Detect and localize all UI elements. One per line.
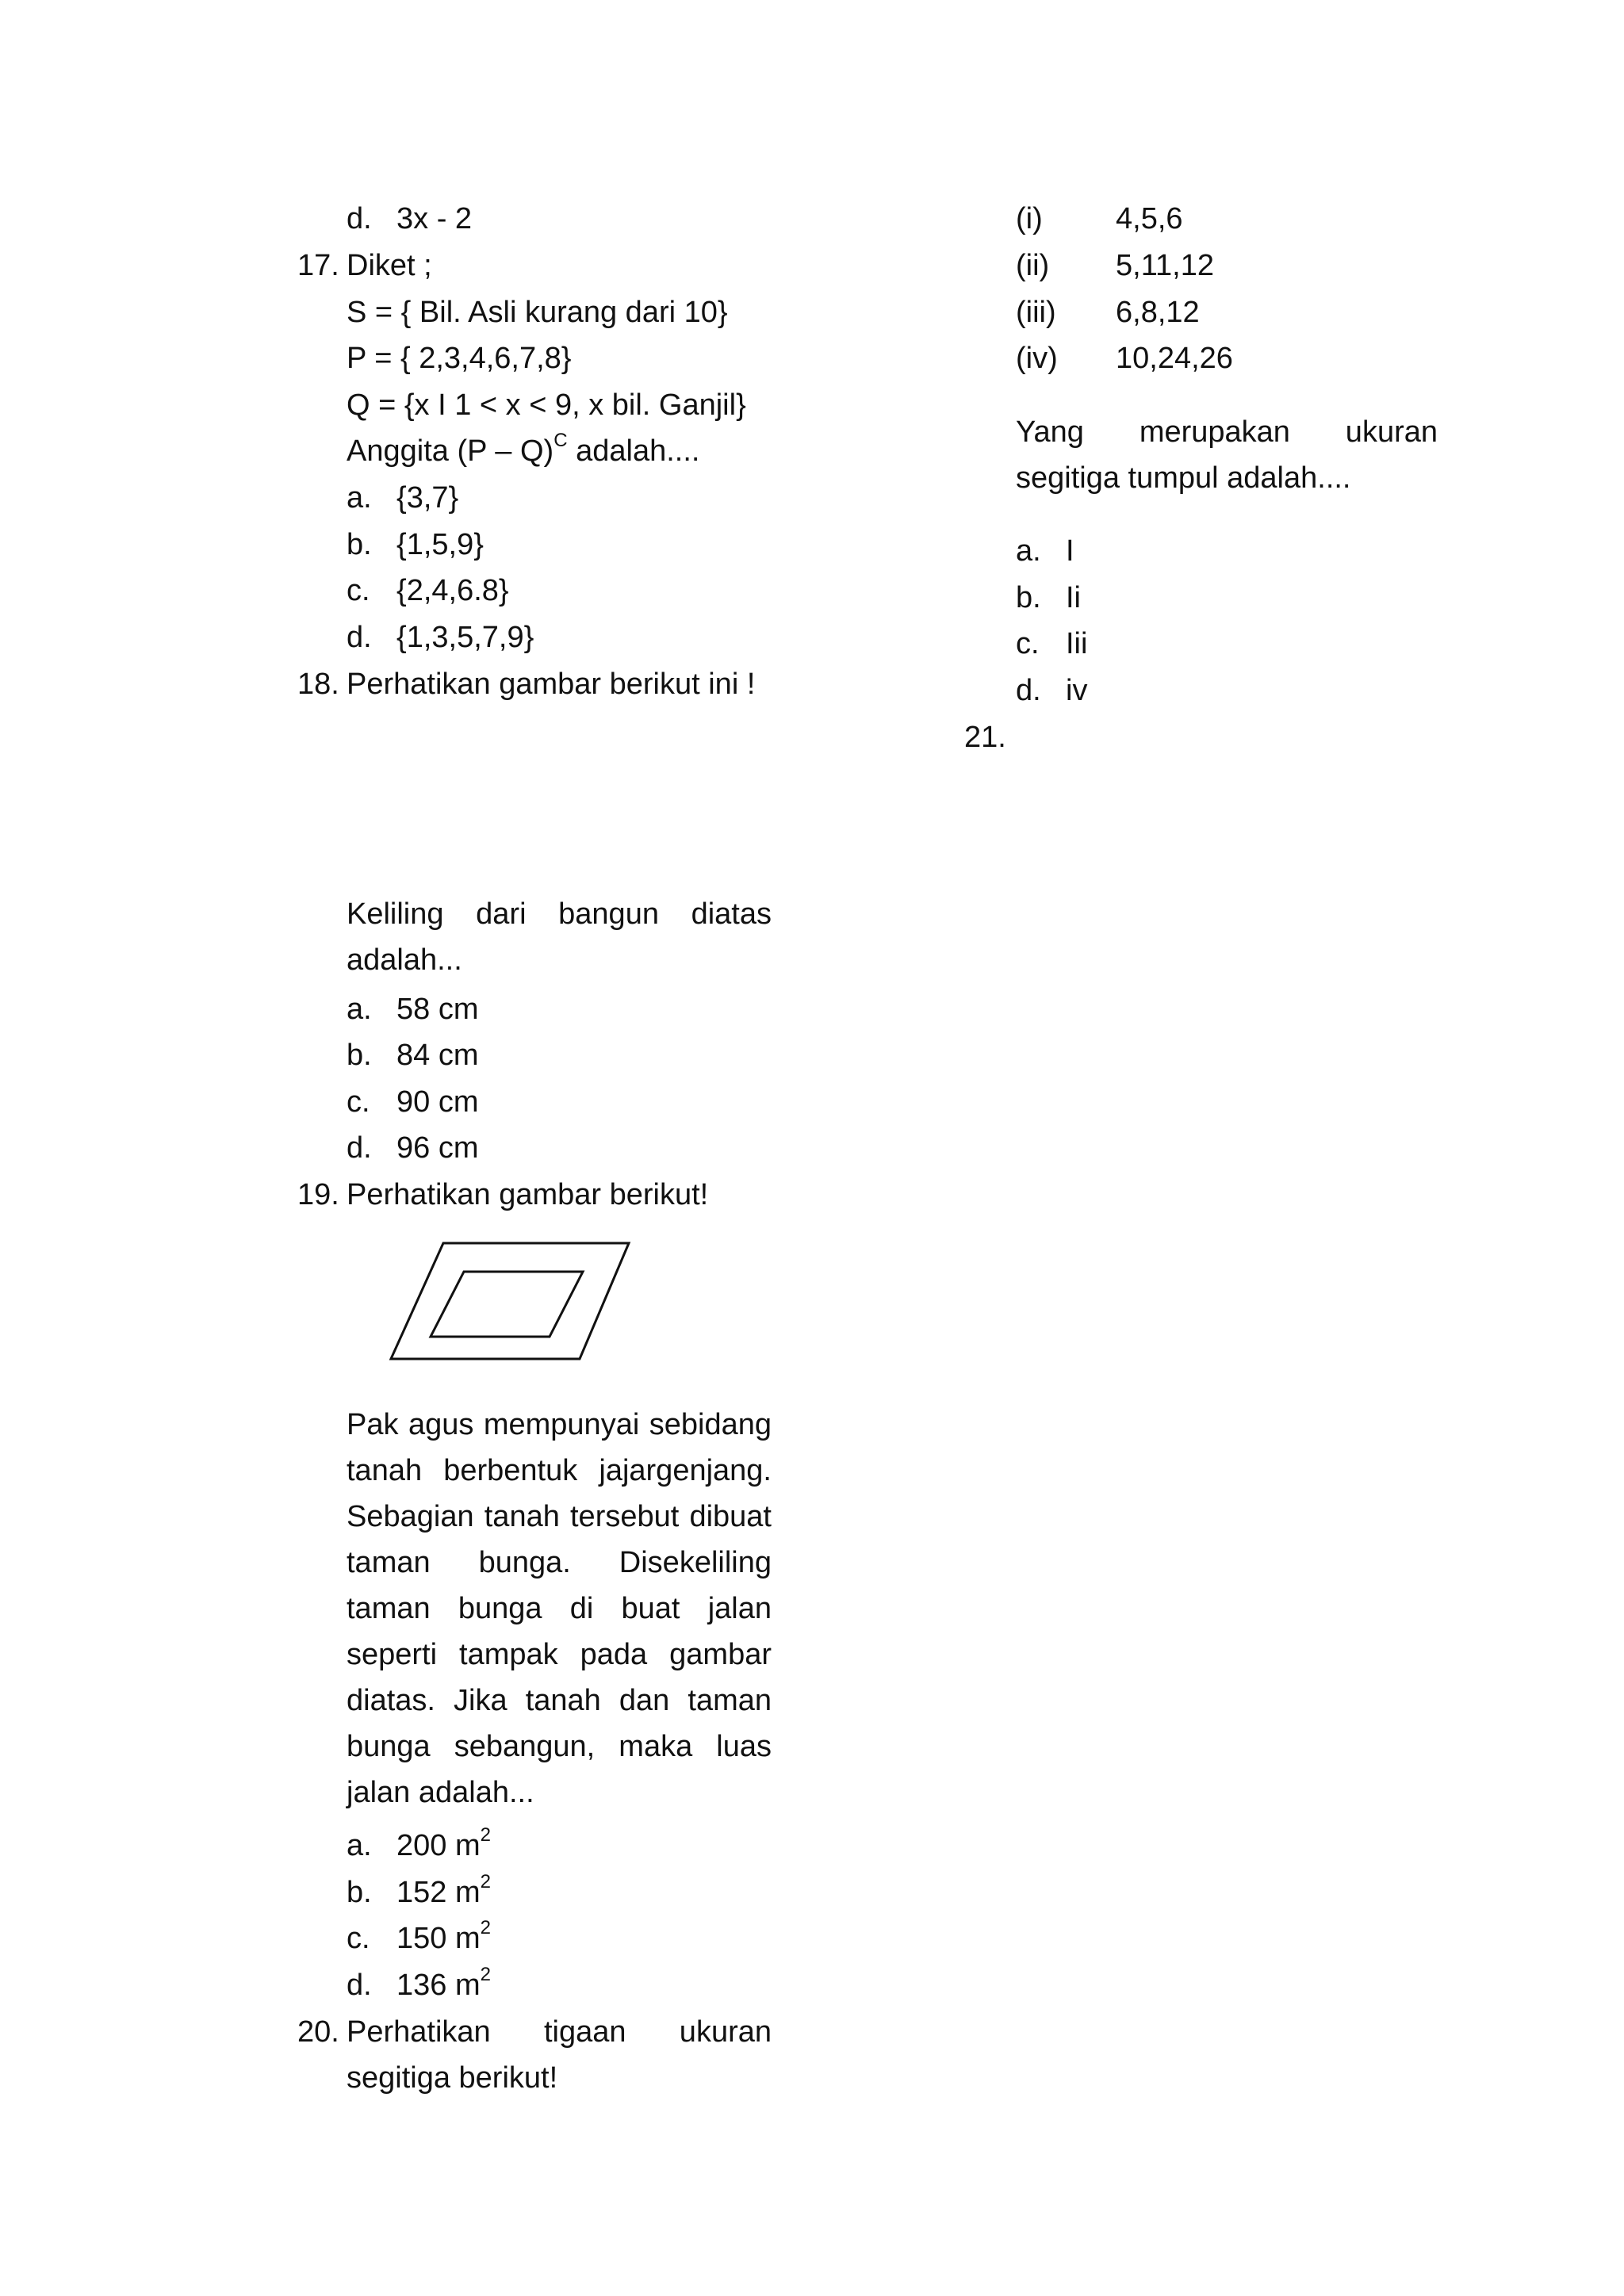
q16-option-d-letter: d. bbox=[347, 202, 372, 235]
q20-option-b-letter: b. bbox=[1016, 581, 1041, 614]
q18-option-b-text: 84 cm bbox=[396, 1039, 479, 1072]
q20-option-d-letter: d. bbox=[1016, 674, 1041, 707]
triple-label-iii: (iii) bbox=[1016, 296, 1056, 329]
q19-option-b-unit-sup: 2 bbox=[480, 1871, 491, 1893]
outer-parallelogram bbox=[391, 1243, 629, 1359]
q20-option-d-text: iv bbox=[1066, 674, 1088, 707]
q18-option-b-letter: b. bbox=[347, 1039, 372, 1072]
q19-option-c-unit-sup: 2 bbox=[480, 1917, 491, 1939]
triple-value-ii: 5,11,12 bbox=[1116, 249, 1214, 282]
q17-set-p: P = { 2,3,4,6,7,8} bbox=[347, 342, 572, 375]
q19-paragraph-line: taman bunga di buat jalan bbox=[347, 1592, 772, 1625]
q17-question-sup: C bbox=[553, 430, 568, 452]
q19-paragraph-line: seperti tampak pada gambar bbox=[347, 1638, 772, 1671]
q17-option-a-letter: a. bbox=[347, 481, 372, 515]
q19-paragraph-line: bunga sebangun, maka luas bbox=[347, 1730, 772, 1763]
q20-number: 20. bbox=[297, 2015, 339, 2049]
triple-value-iii: 6,8,12 bbox=[1116, 296, 1200, 329]
triple-value-iv: 10,24,26 bbox=[1116, 342, 1233, 375]
q19-paragraph bbox=[347, 1402, 772, 1816]
q19-option-a-letter: a. bbox=[347, 1829, 372, 1862]
q18-option-d-text: 96 cm bbox=[396, 1131, 479, 1165]
q18-option-a-text: 58 cm bbox=[396, 993, 479, 1026]
q20-option-b-text: Ii bbox=[1066, 581, 1081, 614]
q19-number: 19. bbox=[297, 1178, 339, 1211]
q18-option-a-letter: a. bbox=[347, 993, 372, 1026]
q20-option-a-letter: a. bbox=[1016, 534, 1041, 568]
q19-option-d-value: 136 bbox=[396, 1969, 455, 2002]
q20-option-c-text: Iii bbox=[1066, 627, 1088, 660]
q19-option-c-text bbox=[396, 1917, 491, 1957]
q19-option-a-unit: m bbox=[454, 1829, 481, 1862]
q18-number: 18. bbox=[297, 668, 339, 701]
q19-option-d-letter: d. bbox=[347, 1969, 372, 2002]
triple-label-iv: (iv) bbox=[1016, 342, 1058, 375]
q19-paragraph-line: Sebagian tanah tersebut dibuat bbox=[347, 1500, 772, 1533]
q17-lead: Diket ; bbox=[347, 249, 432, 282]
q19-option-a-text bbox=[396, 1824, 491, 1864]
q19-option-c-value: 150 bbox=[396, 1922, 455, 1955]
q20-question-line: Yang merupakan ukuran bbox=[1016, 415, 1438, 449]
q19-option-c-unit: m bbox=[454, 1922, 481, 1955]
q20-lead-line: segitiga berikut! bbox=[347, 2061, 558, 2095]
q17-option-b-text: {1,5,9} bbox=[396, 528, 484, 561]
q18-question-line: Keliling dari bangun diatas bbox=[347, 897, 772, 931]
q19-paragraph-line: taman bunga. Disekeliling bbox=[347, 1546, 772, 1579]
q19-paragraph-line: diatas. Jika tanah dan taman bbox=[347, 1684, 772, 1717]
q17-set-s: S = { Bil. Asli kurang dari 10} bbox=[347, 296, 728, 329]
q20-option-c-letter: c. bbox=[1016, 627, 1040, 660]
q19-option-b-value: 152 bbox=[396, 1876, 455, 1909]
q17-option-d-text: {1,3,5,7,9} bbox=[396, 621, 534, 654]
inner-parallelogram bbox=[431, 1272, 583, 1337]
q19-option-b-text bbox=[396, 1871, 491, 1911]
q19-option-b-letter: b. bbox=[347, 1876, 372, 1909]
q17-question bbox=[347, 430, 700, 469]
q17-question-post: adalah.... bbox=[567, 434, 700, 468]
q20-option-a-text: I bbox=[1066, 534, 1074, 568]
q21-number: 21. bbox=[964, 721, 1006, 754]
q18-lead: Perhatikan gambar berikut ini ! bbox=[347, 668, 756, 701]
q17-option-a-text: {3,7} bbox=[396, 481, 459, 515]
q16-option-d-text: 3x - 2 bbox=[396, 202, 473, 235]
q20-question-line: segitiga tumpul adalah.... bbox=[1016, 461, 1351, 495]
q18-option-d-letter: d. bbox=[347, 1131, 372, 1165]
q19-option-a-value: 200 bbox=[396, 1829, 455, 1862]
q19-option-d-unit-sup: 2 bbox=[480, 1964, 491, 1986]
q18-question-line: adalah... bbox=[347, 943, 462, 977]
q18-question bbox=[347, 891, 772, 983]
q19-option-d-unit: m bbox=[454, 1969, 481, 2002]
q18-option-c-text: 90 cm bbox=[396, 1085, 479, 1119]
q17-option-b-letter: b. bbox=[347, 528, 372, 561]
q19-option-d-text bbox=[396, 1964, 491, 2003]
parallelogram-figure bbox=[385, 1237, 638, 1364]
q19-option-b-unit: m bbox=[454, 1876, 481, 1909]
q17-question-pre: Anggita (P – Q) bbox=[347, 434, 554, 468]
q20-lead bbox=[347, 2009, 772, 2101]
q17-number: 17. bbox=[297, 249, 339, 282]
triple-label-i: (i) bbox=[1016, 202, 1043, 235]
q20-lead-line: Perhatikan tigaan ukuran bbox=[347, 2015, 772, 2049]
q20-question bbox=[1016, 409, 1438, 501]
q19-lead: Perhatikan gambar berikut! bbox=[347, 1178, 709, 1211]
triple-label-ii: (ii) bbox=[1016, 249, 1050, 282]
q17-option-c-letter: c. bbox=[347, 574, 370, 607]
q19-paragraph-line: tanah berbentuk jajargenjang. bbox=[347, 1454, 772, 1487]
q17-option-c-text: {2,4,6.8} bbox=[396, 574, 509, 607]
q19-option-c-letter: c. bbox=[347, 1922, 370, 1955]
q17-set-q: Q = {x I 1 < x < 9, x bil. Ganjil} bbox=[347, 388, 746, 422]
triple-value-i: 4,5,6 bbox=[1116, 202, 1183, 235]
q18-option-c-letter: c. bbox=[347, 1085, 370, 1119]
q19-paragraph-line: jalan adalah... bbox=[347, 1776, 534, 1809]
q19-option-a-unit-sup: 2 bbox=[480, 1824, 491, 1846]
q19-paragraph-line: Pak agus mempunyai sebidang bbox=[347, 1408, 772, 1441]
q17-option-d-letter: d. bbox=[347, 621, 372, 654]
